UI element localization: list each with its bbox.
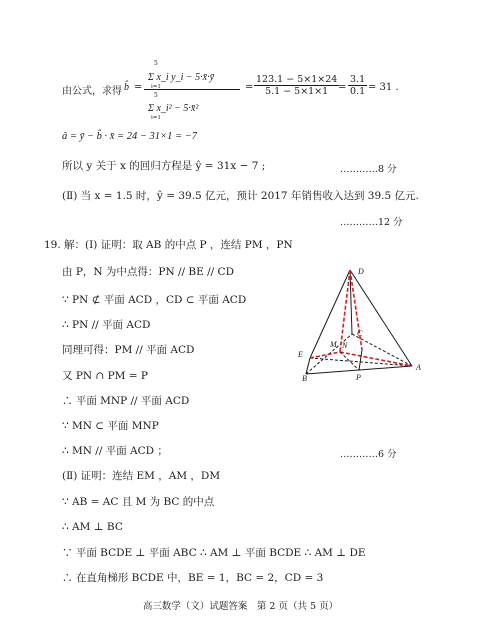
q19-line-12: ∴ AM ⊥ BC xyxy=(62,521,123,533)
red-line-DN xyxy=(350,270,362,350)
q19-line-5: 同理可得：PM // 平面 ACD xyxy=(62,344,195,356)
part2-score: …………12 分 xyxy=(340,217,403,228)
numerator-sum-upper: 5 xyxy=(154,60,158,67)
small-fraction-numerator: 3.1 xyxy=(350,74,366,85)
mid-fraction xyxy=(254,74,339,97)
q19-line-7: ∴ 平面 MNP // 平面 ACD xyxy=(62,395,190,407)
red-line-MA xyxy=(340,352,412,366)
b-hat-symbol: b̂ xyxy=(124,82,129,93)
q19-line-9-score: …………6 分 xyxy=(340,449,397,460)
denominator-sum-expr: Σ x_i² − 5·x̄² xyxy=(148,103,199,114)
q19-line-1: 19. 解：(Ⅰ) 证明：取 AB 的中点 P ，连结 PM ，PN xyxy=(44,239,293,251)
big-fraction-numerator xyxy=(144,60,240,90)
equals-3: = xyxy=(338,82,347,93)
page-footer: 高三数学（文）试题答案 第 2 页（共 5 页） xyxy=(142,601,339,612)
numerator-sum-expr: Σ x_i y_i − 5·x̄·ȳ xyxy=(148,72,215,83)
segment-NP xyxy=(359,350,362,370)
q19-line-4: ∴ PN // 平面 ACD xyxy=(62,319,151,331)
formula-result: = 31 . xyxy=(368,82,399,93)
q19-line-8: ∵ MN ⊂ 平面 MNP xyxy=(62,420,159,432)
q19-line-9: ∴ MN // 平面 ACD ； xyxy=(62,445,168,457)
mid-fraction-denominator: 5.1 − 5×1×1 xyxy=(265,86,329,97)
q19-line-11: ∵ AB = AC 且 M 为 BC 的中点 xyxy=(62,496,215,508)
label-P: P xyxy=(356,373,361,382)
denominator-sum-upper: 5 xyxy=(154,92,158,99)
label-B: B xyxy=(302,374,307,383)
label-M: M xyxy=(330,340,337,349)
label-A: A xyxy=(416,363,421,372)
label-C: C xyxy=(357,329,363,338)
regression-score: …………8 分 xyxy=(340,164,397,175)
a-hat-line: â = ȳ − b̂ · x̄ = 24 − 31×1 = −7 xyxy=(62,131,198,142)
small-fraction xyxy=(348,74,367,97)
denominator-sum-lower: i=1 xyxy=(151,115,161,121)
mid-fraction-numerator: 123.1 − 5×1×24 xyxy=(256,74,338,85)
numerator-sum-lower: i=1 xyxy=(151,84,161,90)
label-E: E xyxy=(298,350,303,359)
b-hat-formula xyxy=(62,60,422,126)
q19-line-13: ∵ 平面 BCDE ⊥ 平面 ABC ∴ AM ⊥ 平面 BCDE ∴ AM ⊥ DE xyxy=(62,547,366,559)
equals-2: = xyxy=(245,82,254,93)
q19-line-6: 又 PN ∩ PM = P xyxy=(62,370,148,382)
formula-intro: 由公式，求得 xyxy=(62,86,122,97)
part2-line: (Ⅱ) 当 x = 1.5 时，ŷ = 39.5 亿元，预计 2017 年销售收入达到 39.5 亿元. xyxy=(62,190,419,202)
q19-line-14: ∴ 在直角梯形 BCDE 中，BE = 1，BC = 2，CD = 3 xyxy=(62,572,324,584)
q19-line-2: 由 P，N 为中点得：PN // BE // CD xyxy=(62,266,235,278)
big-fraction-denominator xyxy=(144,90,240,122)
q19-line-3: ∵ PN ⊄ 平面 ACD ，CD ⊂ 平面 ACD xyxy=(62,294,247,306)
small-fraction-denominator: 0.1 xyxy=(350,86,366,97)
label-D: D xyxy=(358,267,364,276)
pyramid-figure xyxy=(290,262,440,386)
q19-line-10: (Ⅱ) 证明：连结 EM ，AM ，DM xyxy=(62,470,221,482)
equals-1: = xyxy=(134,82,143,93)
edge-EB xyxy=(306,358,310,374)
regression-line: 所以 y 关于 x 的回归方程是 ŷ = 31x − 7 ; xyxy=(62,160,266,172)
edge-DA xyxy=(350,270,412,366)
label-N: N xyxy=(342,341,348,350)
